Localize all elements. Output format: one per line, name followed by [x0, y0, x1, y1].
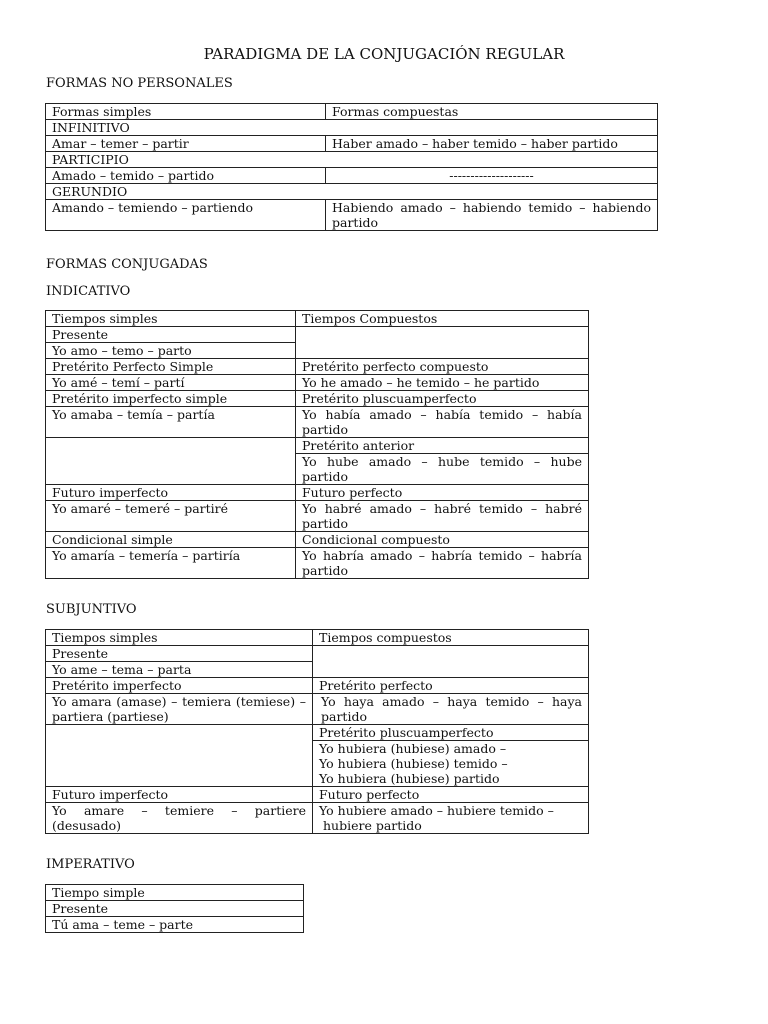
column-header-tiempo-simple: Tiempo simple: [46, 885, 304, 901]
participio-simple: Amado – temido – partido: [46, 168, 326, 184]
section-heading-subjuntivo: SUBJUNTIVO: [46, 602, 137, 617]
row-label-futuro-perfecto: Futuro perfecto: [313, 787, 589, 803]
futuro-perfecto-forms: [313, 803, 589, 834]
subjuntivo-table: [45, 629, 589, 834]
row-label-preterito-pluscuamperfecto: Pretérito pluscuamperfecto: [296, 391, 589, 407]
column-header-tiempos-compuestos: Tiempos compuestos: [313, 630, 589, 646]
preterito-perfecto-simple-forms: Yo amé – temí – partí: [46, 375, 296, 391]
column-header-tiempos-simples: Tiempos simples: [46, 311, 296, 327]
participio-compuesto: --------------------: [326, 168, 658, 184]
futuro-imperfecto-forms: Yo amaré – temeré – partiré: [46, 501, 296, 532]
row-label-preterito-imperfecto-simple: Pretérito imperfecto simple: [46, 391, 296, 407]
row-label-futuro-imperfecto: Futuro imperfecto: [46, 787, 313, 803]
empty-cell: [296, 327, 589, 359]
gerundio-simple: Amando – temiendo – partiendo: [46, 200, 326, 231]
section-heading-no-personales: FORMAS NO PERSONALES: [46, 76, 233, 91]
presente-forms: Tú ama – teme – parte: [46, 917, 304, 933]
row-label-preterito-imperfecto: Pretérito imperfecto: [46, 678, 313, 694]
pluscuamperfecto-line-partido: Yo hubiera (hubiese) partido: [319, 771, 500, 786]
row-label-participio: PARTICIPIO: [46, 152, 658, 168]
column-header-formas-simples: Formas simples: [46, 104, 326, 120]
presente-forms: Yo amo – temo – parto: [46, 343, 296, 359]
column-header-tiempos-compuestos: Tiempos Compuestos: [296, 311, 589, 327]
row-label-futuro-perfecto: Futuro perfecto: [296, 485, 589, 501]
infinitivo-compuesto: Haber amado – haber temido – haber partido: [326, 136, 658, 152]
row-label-presente: Presente: [46, 646, 313, 662]
empty-cell: [46, 725, 313, 787]
row-label-gerundio: GERUNDIO: [46, 184, 658, 200]
futuro-imperfecto-forms: Yo amare – temiere – partiere (desusado): [46, 803, 313, 834]
futuro-perfecto-forms: Yo habré amado – habré temido – habré partido: [296, 501, 589, 532]
condicional-compuesto-forms: Yo habría amado – habría temido – habría partido: [296, 548, 589, 579]
row-label-preterito-perfecto-compuesto: Pretérito perfecto compuesto: [296, 359, 589, 375]
empty-cell: [313, 646, 589, 678]
preterito-pluscuamperfecto-forms: [313, 741, 589, 787]
column-header-tiempos-simples: Tiempos simples: [46, 630, 313, 646]
column-header-formas-compuestas: Formas compuestas: [326, 104, 658, 120]
pluscuamperfecto-line-temido: Yo hubiera (hubiese) temido –: [319, 756, 508, 771]
preterito-perfecto-compuesto-forms: Yo he amado – he temido – he partido: [296, 375, 589, 391]
empty-cell: [46, 438, 296, 485]
row-label-preterito-perfecto-simple: Pretérito Perfecto Simple: [46, 359, 296, 375]
section-heading-conjugadas: FORMAS CONJUGADAS: [46, 257, 208, 272]
imperativo-table: [45, 884, 304, 933]
preterito-perfecto-forms: Yo haya amado – haya temido – haya partido: [313, 694, 589, 725]
row-label-presente: Presente: [46, 901, 304, 917]
section-heading-imperativo: IMPERATIVO: [46, 857, 135, 872]
gerundio-compuesto: Habiendo amado – habiendo temido – habiendo partido: [326, 200, 658, 231]
futuro-perfecto-line-1: Yo hubiere amado – hubiere temido –: [319, 803, 554, 818]
row-label-infinitivo: INFINITIVO: [46, 120, 658, 136]
indicativo-table: [45, 310, 589, 579]
condicional-simple-forms: Yo amaría – temería – partiría: [46, 548, 296, 579]
row-label-condicional-compuesto: Condicional compuesto: [296, 532, 589, 548]
no-personales-table: [45, 103, 658, 231]
row-label-preterito-pluscuamperfecto: Pretérito pluscuamperfecto: [313, 725, 589, 741]
row-label-futuro-imperfecto: Futuro imperfecto: [46, 485, 296, 501]
page-title: PARADIGMA DE LA CONJUGACIÓN REGULAR: [203, 45, 565, 63]
row-label-condicional-simple: Condicional simple: [46, 532, 296, 548]
preterito-imperfecto-forms: Yo amara (amase) – temiera (temiese) – partiera (partiese): [46, 694, 313, 725]
futuro-perfecto-line-2: hubiere partido: [323, 818, 422, 833]
row-label-preterito-perfecto: Pretérito perfecto: [313, 678, 589, 694]
preterito-anterior-forms: Yo hube amado – hube temido – hube partido: [296, 454, 589, 485]
row-label-preterito-anterior: Pretérito anterior: [296, 438, 589, 454]
infinitivo-simple: Amar – temer – partir: [46, 136, 326, 152]
presente-forms: Yo ame – tema – parta: [46, 662, 313, 678]
preterito-imperfecto-forms: Yo amaba – temía – partía: [46, 407, 296, 438]
row-label-presente: Presente: [46, 327, 296, 343]
pluscuamperfecto-line-amado: Yo hubiera (hubiese) amado –: [319, 741, 507, 756]
preterito-pluscuamperfecto-forms: Yo había amado – había temido – había partido: [296, 407, 589, 438]
section-heading-indicativo: INDICATIVO: [46, 284, 131, 299]
